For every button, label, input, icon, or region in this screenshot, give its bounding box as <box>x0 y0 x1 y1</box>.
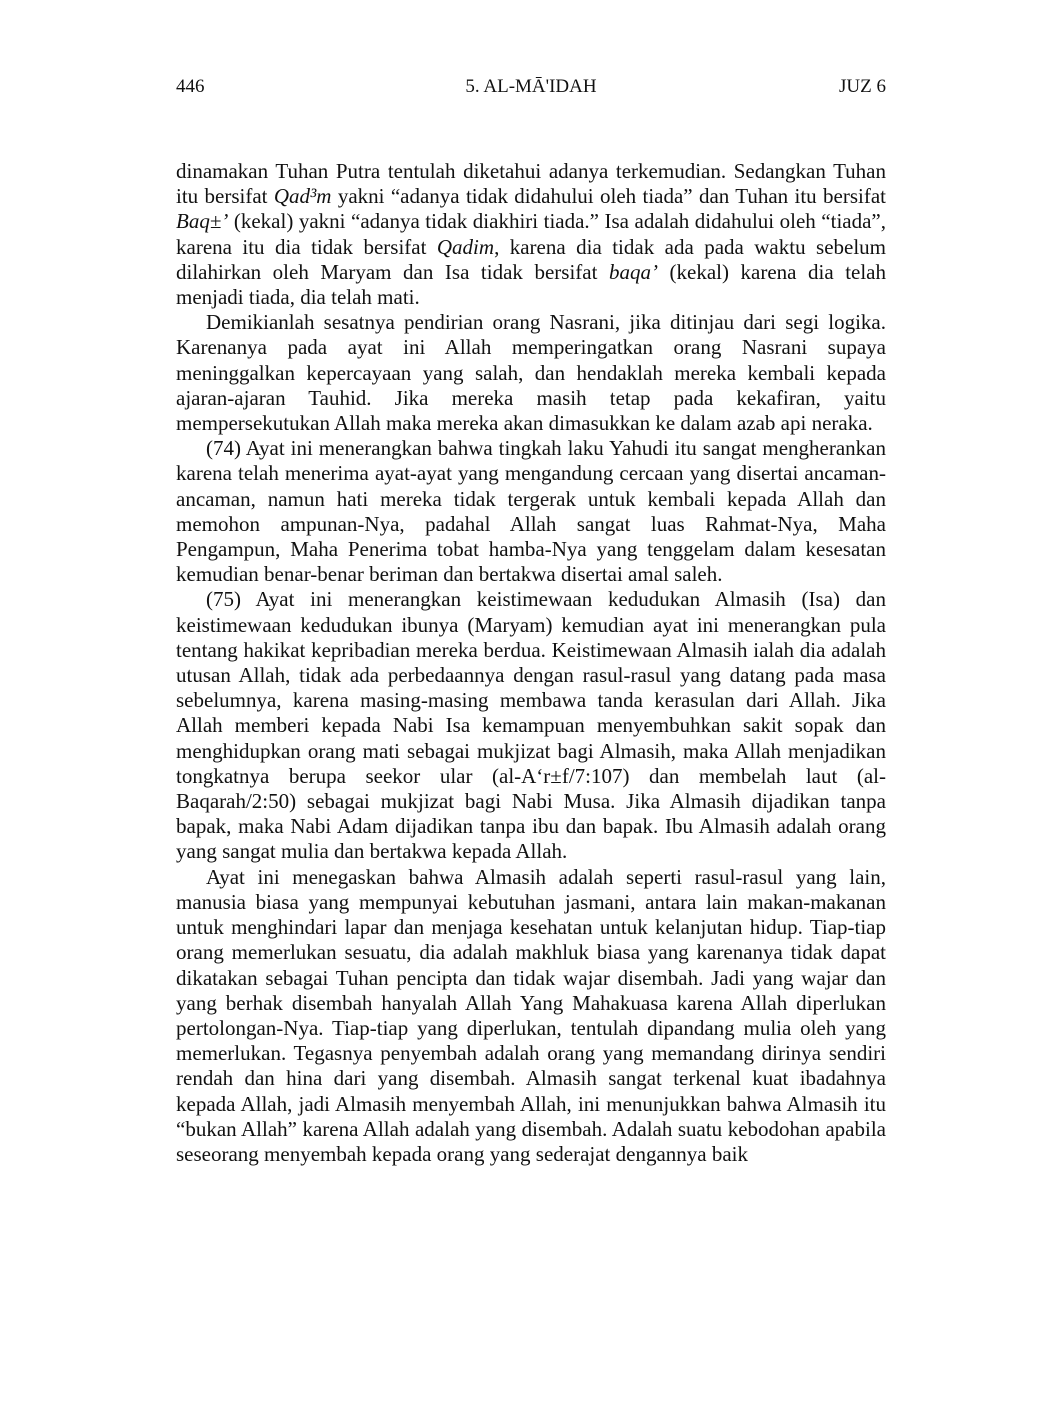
paragraph-5: Ayat ini menegaskan bahwa Almasih adalah seperti rasul-rasul yang lain, manusia biasa yang mempunyai kebutuhan jasmani, antara lain makan-makanan untuk menghindari lapar dan menjaga kesehatan untuk kelanjutan hidup. Tiap-tiap orang memerlukan sesuatu, dia adalah makhluk biasa yang karenanya tidak dapat dikatakan sebagai Tuhan pencipta dan tidak wajar disembah. Jadi yang wajar dan yang berhak disembah hanyalah Allah Yang Mahakuasa karena Allah diperlukan pertolongan-Nya. Tiap-tiap yang diperlukan, tentulah dipandang mulia oleh yang memerlukan. Tegasnya penyembah adalah orang yang memandang dirinya sendiri rendah dan hina dari yang disembah. Almasih sangat terkenal kuat ibadahnya kepada Allah, jadi Almasih menyembah Allah, ini menunjukkan bahwa Almasih itu “bukan Allah” karena Allah adalah yang disembah. Adalah suatu kebodohan apabila seseorang menyembah kepada orang yang sederajat dengannya baik <box>176 864 886 1166</box>
paragraph-4: (75) Ayat ini menerangkan keistimewaan kedudukan Almasih (Isa) dan keistimewaan kedudukan ibunya (Maryam) kemudian ayat ini menerangkan pula tentang hakikat kepribadian mereka berdua. Keistimewaan Almasih ialah dia adalah utusan Allah, tidak ada perbedaannya dengan rasul-rasul yang datang pada masa sebelumnya, karena masing-masing membawa tanda kerasulan dari Allah. Jika Allah memberi kepada Nabi Isa kemampuan menyembuhkan sakit sopak dan menghidupkan orang mati sebagai mukjizat bagi Almasih, maka Allah menjadikan tongkatnya berupa seekor ular (al-A‘r±f/7:107) dan membelah laut (al-Baqarah/2:50) sebagai mukjizat bagi Nabi Musa. Jika Almasih dijadikan tanpa bapak, maka Nabi Adam dijadikan tanpa ibu dan bapak. Ibu Almasih adalah orang yang sangat mulia dan bertakwa kepada Allah. <box>176 587 886 864</box>
page-number: 446 <box>176 76 205 97</box>
term-qadim-2: Qadim <box>436 234 495 259</box>
term-baqa-2: baqa’ <box>608 259 658 284</box>
term-qadim: Qad³m <box>273 184 332 209</box>
paragraph-1 <box>176 159 886 310</box>
paragraph-1-text-3: (kekal) yakni “adanya tidak diakhiri tiada.” Isa adalah didahului oleh “tiada”, karena itu dia tidak bersifat <box>176 209 886 259</box>
juz-label: JUZ 6 <box>839 76 886 97</box>
paragraph-2: Demikianlah sesatnya pendirian orang Nasrani, jika ditinjau dari segi logika. Karenanya pada ayat ini Allah memperingatkan orang Nasrani supaya meninggalkan kepercayaan yang salah, dan hendaklah mereka kembali kepada ajaran-ajaran Tauhid. Jika mereka masih tetap pada kekafiran, yaitu mempersekutukan Allah maka mereka akan dimasukkan ke dalam azab api neraka. <box>176 310 886 436</box>
body-text <box>176 159 886 1167</box>
paragraph-1-text-4: , karena dia tidak ada pada waktu sebelum dilahirkan oleh Maryam dan Isa tidak bersifat <box>176 234 886 284</box>
paragraph-1-text-5: (kekal) karena dia telah menjadi tiada, dia telah mati. <box>176 259 887 310</box>
chapter-title: 5. AL-MĀ'IDAH <box>465 76 597 97</box>
page-header <box>176 72 886 102</box>
paragraph-1-text-1: dinamakan Tuhan Putra tentulah diketahui adanya terkemudian. Sedangkan Tuhan itu bersifat <box>176 159 886 209</box>
term-baqa: Baq±’ <box>176 209 229 234</box>
paragraph-1-text-2: yakni “adanya tidak didahului oleh tiada” dan Tuhan itu bersifat <box>331 184 887 209</box>
paragraph-3: (74) Ayat ini menerangkan bahwa tingkah laku Yahudi itu sangat mengherankan karena telah menerima ayat-ayat yang mengandung cercaan yang disertai ancaman-ancaman, namun hati mereka tidak tergerak untuk kembali kepada Allah dan memohon ampunan-Nya, padahal Allah sangat luas Rahmat-Nya, Maha Pengampun, Maha Penerima tobat hamba-Nya yang tenggelam dalam kesesatan kemudian benar-benar beriman dan bertakwa disertai amal saleh. <box>176 436 886 587</box>
